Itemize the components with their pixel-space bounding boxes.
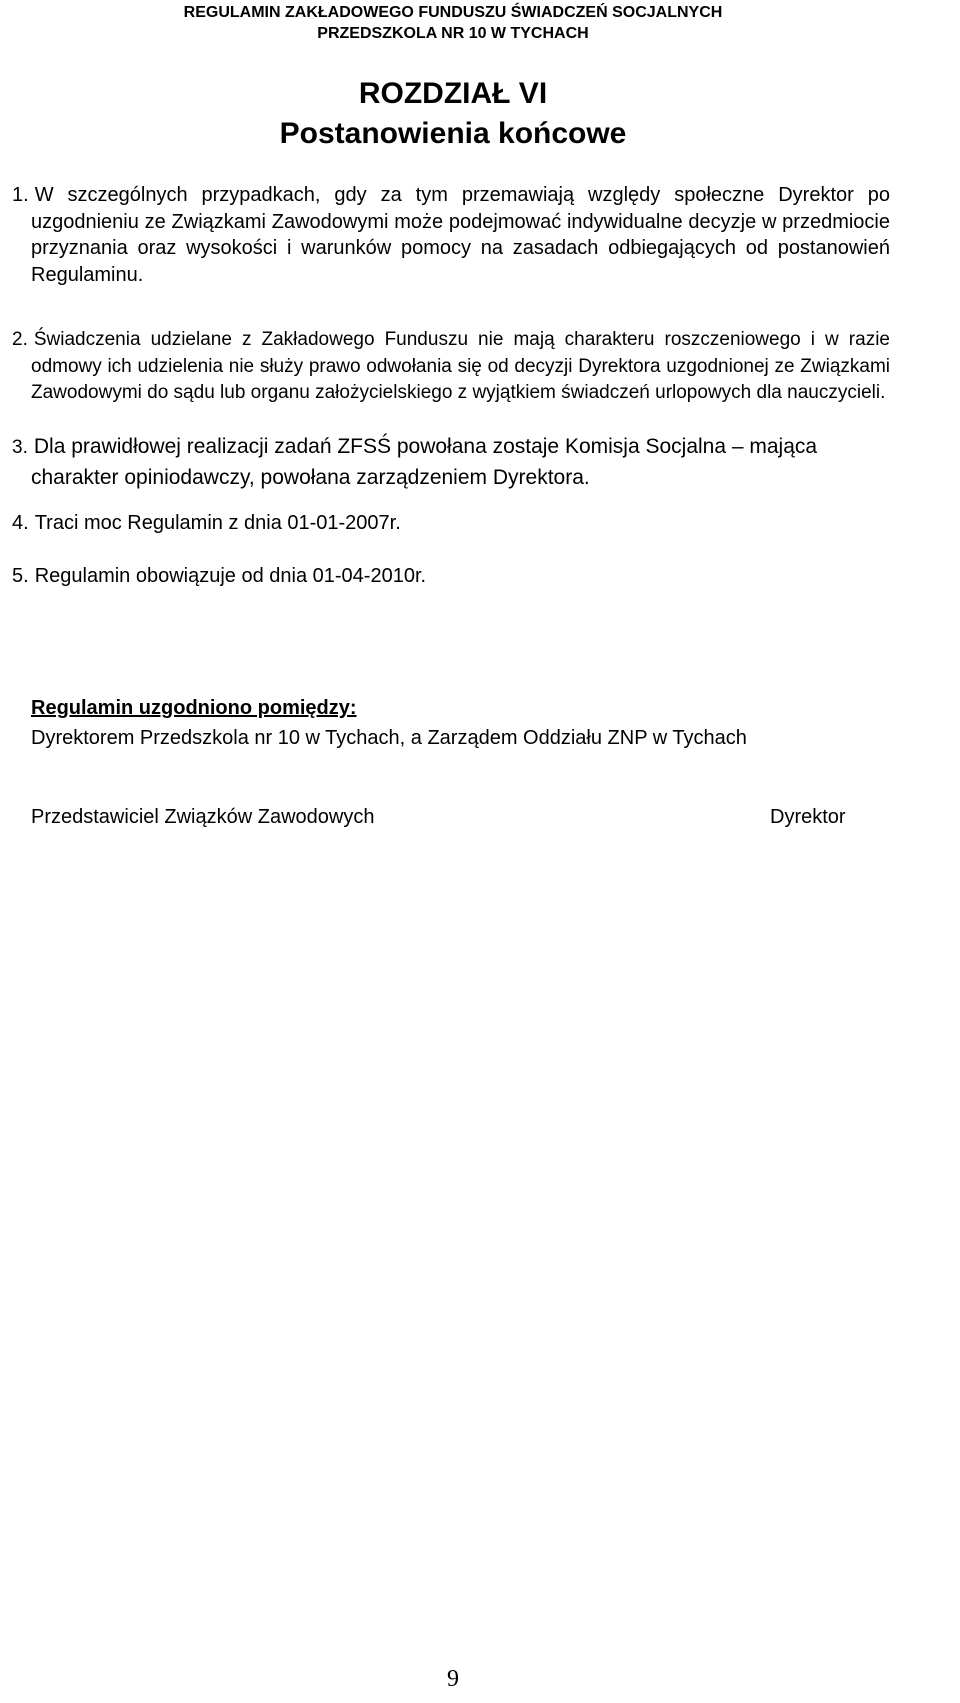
paragraph-1	[12, 182, 890, 288]
item-number: 5.	[12, 565, 29, 587]
agreement-title: Regulamin uzgodniono pomiędzy:	[31, 697, 357, 719]
signature-union-representative: Przedstawiciel Związków Zawodowych	[31, 806, 375, 828]
running-header	[0, 2, 906, 44]
item-number: 4.	[12, 512, 29, 534]
item-text: Traci moc Regulamin z dnia 01-01-2007r.	[34, 512, 401, 534]
paragraph-5	[12, 563, 890, 589]
item-number: 2.	[12, 329, 28, 350]
item-number: 1.	[12, 184, 29, 206]
agreement-text: Dyrektorem Przedszkola nr 10 w Tychach, a Zarządem Oddziału ZNP w Tychach	[31, 727, 747, 749]
page-number: 9	[447, 1666, 459, 1692]
paragraph-2	[12, 327, 890, 407]
item-number: 3.	[12, 437, 28, 458]
item-text: W szczególnych przypadkach, gdy za tym przemawiają względy społeczne Dyrektor po uzgodnieniu ze Związkami Zawodowymi może podejmować indywidualne decyzje w przedmiocie przyznania oraz wysokości i warunków pomocy na zasadach odbiegających od postanowień Regulaminu.	[31, 184, 890, 286]
item-text: Dla prawidłowej realizacji zadań ZFSŚ powołana zostaje Komisja Socjalna – mająca charakter opiniodawczy, powołana zarządzeniem Dyrektora.	[31, 435, 818, 489]
item-text: Regulamin obowiązuje od dnia 01-04-2010r.	[34, 565, 427, 587]
signature-director: Dyrektor	[770, 806, 846, 828]
paragraph-4	[12, 510, 890, 536]
item-text: Świadczenia udzielane z Zakładowego Funduszu nie mają charakteru roszczeniowego i w razie odmowy ich udzielenia nie służy prawo odwołania się od decyzji Dyrektora uzgodnionej ze Związkami Zawodowymi do sądu lub organu założycielskiego z wyjątkiem świadczeń urlopowych dla nauczycieli.	[31, 329, 890, 403]
header-line-2: PRZEDSZKOLA NR 10 W TYCHACH	[317, 25, 589, 42]
chapter-number: ROZDZIAŁ VI	[358, 77, 548, 110]
header-line-1: REGULAMIN ZAKŁADOWEGO FUNDUSZU ŚWIADCZEŃ SOCJALNYCH	[183, 4, 723, 21]
paragraph-3	[12, 432, 890, 493]
chapter-heading	[0, 74, 906, 154]
chapter-title: Postanowienia końcowe	[279, 117, 627, 150]
